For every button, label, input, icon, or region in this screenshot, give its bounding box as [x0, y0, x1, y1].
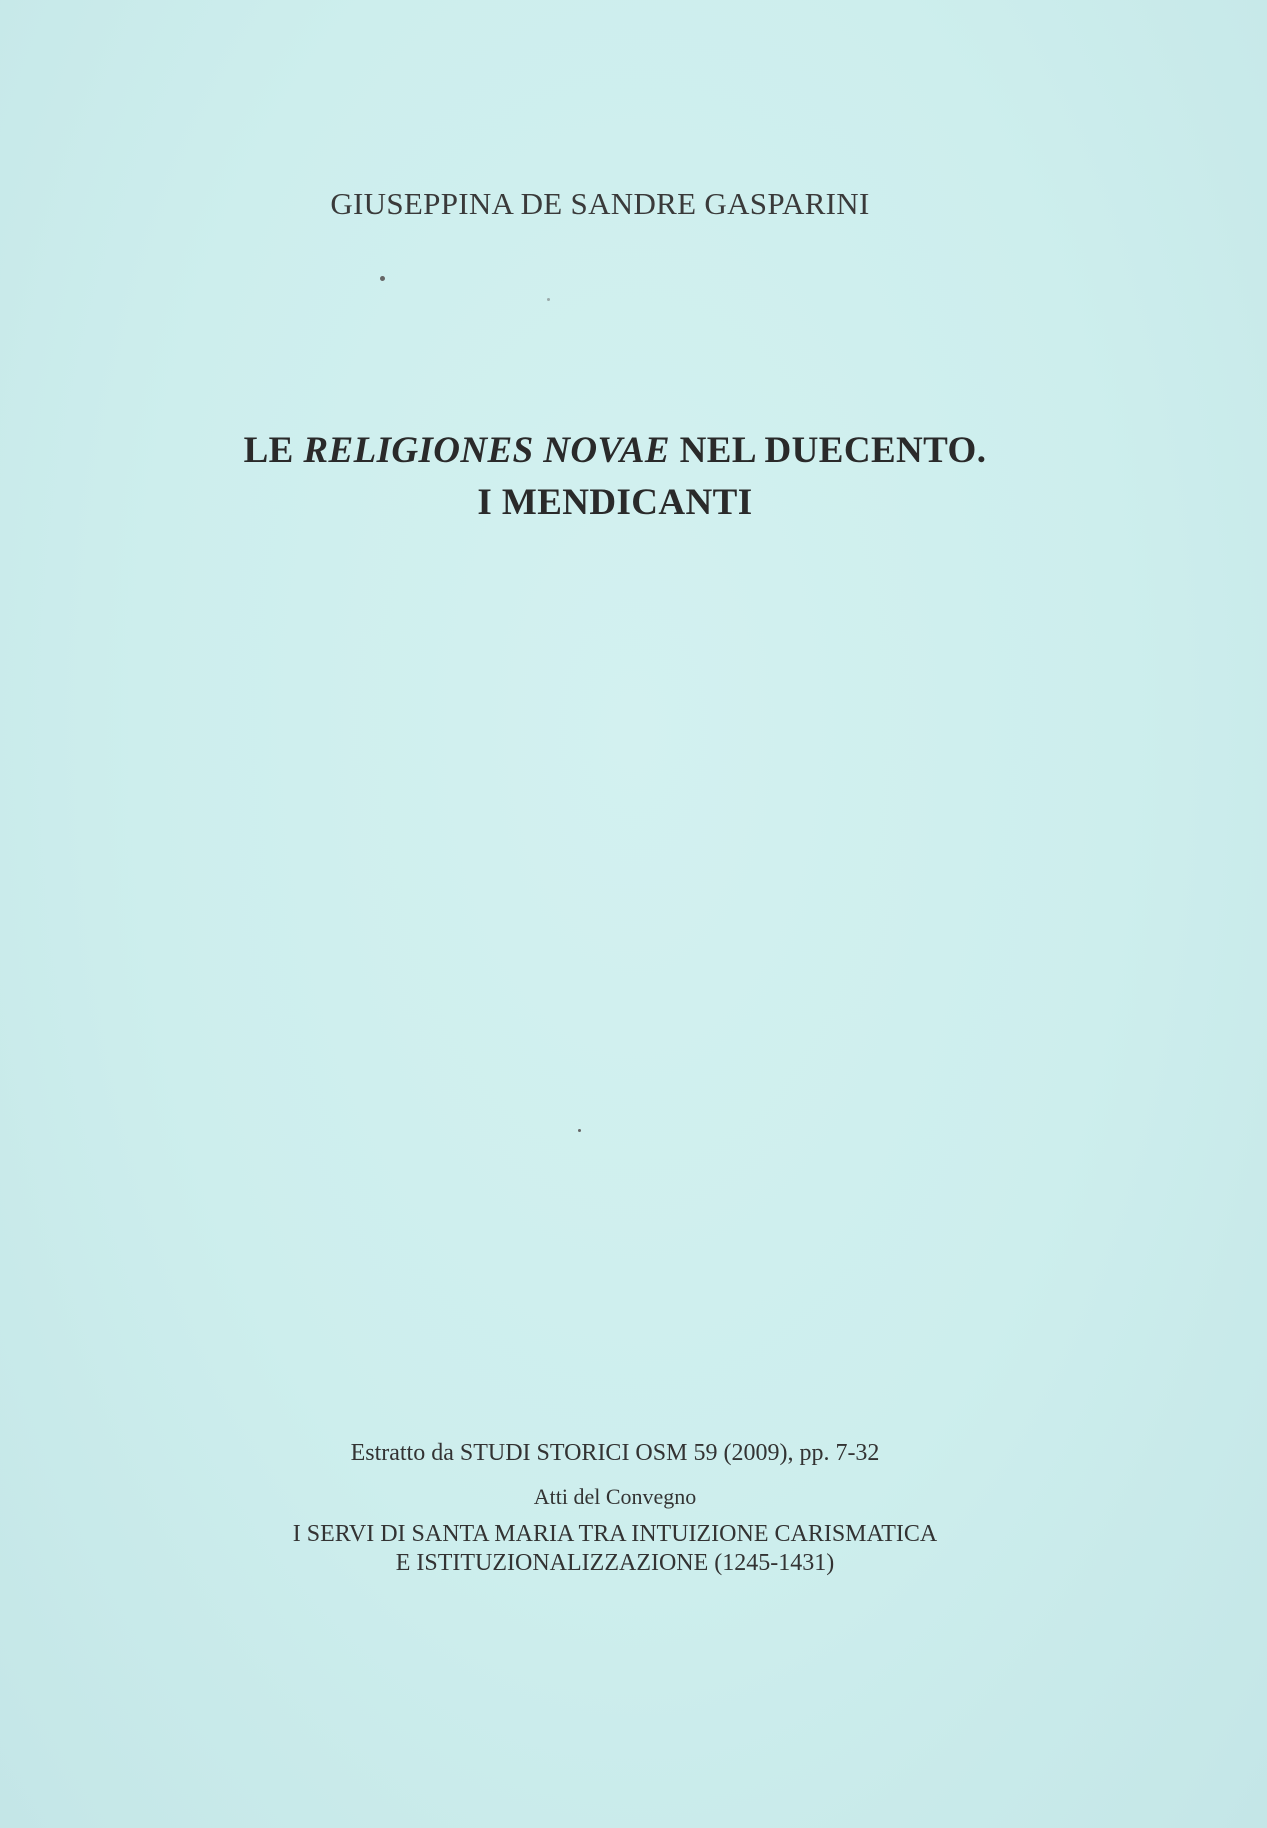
title-line-2: I MENDICANTI [477, 482, 753, 523]
author-name: GIUSEPPINA DE SANDRE GASPARINI [330, 186, 870, 221]
conference-title-line-2: E ISTITUZIONALIZZAZIONE (1245-1431) [395, 1550, 835, 1576]
document-title [0, 425, 1230, 529]
paper-speck [547, 298, 550, 301]
paper-speck [380, 276, 385, 281]
title-italic-phrase: RELIGIONES NOVAE [303, 430, 670, 471]
proceedings-label: Atti del Convegno [533, 1484, 697, 1509]
excerpt-citation: Estratto da STUDI STORICI OSM 59 (2009), pp. 7-32 [350, 1440, 880, 1466]
paper-speck [578, 1129, 581, 1132]
publication-info [0, 1438, 1230, 1578]
title-prefix: LE [243, 430, 304, 471]
conference-title [0, 1520, 1230, 1578]
title-line-1 [0, 425, 1230, 477]
conference-title-line-1: I SERVI DI SANTA MARIA TRA INTUIZIONE CARISMATICA [292, 1521, 938, 1547]
title-suffix: NEL DUECENTO. [669, 430, 987, 471]
